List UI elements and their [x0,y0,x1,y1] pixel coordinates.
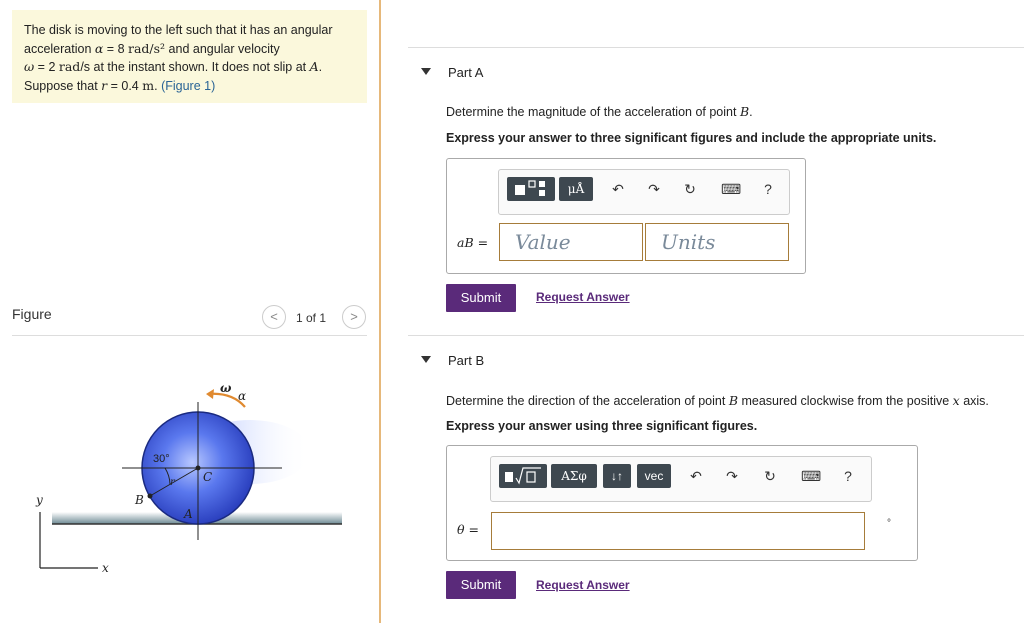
part-a-request-answer-link[interactable]: Request Answer [536,290,630,304]
value-placeholder: Value [515,230,571,254]
text: Suppose that [24,78,102,93]
x-axis-symbol: x [952,393,960,408]
y-axis-label: y [36,493,43,507]
b-label: B [135,493,144,507]
redo-icon[interactable]: ↷ [648,181,660,197]
part-b-request-answer-link[interactable]: Request Answer [536,578,630,592]
point-a-symbol: A [309,59,319,74]
reset-icon[interactable]: ↻ [764,468,776,484]
part-b-variable-label: θ = [457,522,479,537]
x-axis-label: x [102,561,109,575]
figure-link[interactable]: (Figure 1) [161,78,216,93]
part-a-answer-box [446,158,806,274]
reset-icon[interactable]: ↻ [684,181,696,197]
figure-prev-button[interactable]: < [262,305,286,329]
text: acceleration [24,41,95,56]
undo-icon[interactable]: ↶ [612,181,624,197]
text: . [749,105,753,119]
a-label: A [184,507,193,521]
part-a-variable-label: aB = [457,235,489,250]
point-c-dot [196,466,201,471]
collapse-triangle-icon[interactable] [421,68,431,75]
problem-line-4 [24,77,355,96]
part-a-instruction: Express your answer to three significant figures and include the appropriate units. [446,131,937,145]
part-b-header[interactable] [408,335,1024,387]
help-icon[interactable]: ? [764,181,772,197]
r-label: r [170,477,175,488]
text: . [318,60,323,74]
point-b-dot [148,494,153,499]
template-button[interactable] [507,177,555,201]
point-b-symbol: B [728,393,738,408]
c-label: C [203,470,213,484]
degree-unit: ° [887,518,891,529]
template-icon [499,464,547,488]
part-b-question [446,393,989,408]
left-panel [0,0,380,623]
problem-line-3 [24,58,355,77]
part-b-toolbar [490,456,872,502]
figure-next-button[interactable]: > [342,305,366,329]
text: = 8 [103,41,128,56]
omega-unit: rad [58,59,81,74]
r-unit: m [142,77,155,93]
greek-symbols-button[interactable]: ΑΣφ [551,464,597,488]
omega-symbol: ω [24,59,35,74]
figure-title: Figure [12,306,52,322]
collapse-triangle-icon[interactable] [421,356,431,363]
template-button[interactable] [499,464,547,488]
problem-line-2 [24,40,355,59]
redo-icon[interactable]: ↷ [726,468,738,484]
text: axis. [959,394,989,408]
problem-statement [12,10,367,103]
help-icon[interactable]: ? [844,468,852,484]
figure-header [12,302,367,336]
text: = 0.4 [107,78,143,93]
vec-button[interactable]: vec [637,464,671,488]
disk-figure [20,372,360,582]
text: measured clockwise from the positive [738,394,953,408]
undo-icon[interactable]: ↶ [690,468,702,484]
template-icon [507,177,555,201]
text: . [154,78,162,93]
omega-label: ω [220,381,232,395]
figure-count: 1 of 1 [296,311,327,325]
point-b-symbol: B [739,104,750,119]
value-input[interactable] [499,223,643,261]
part-a-question [446,104,753,119]
angle-label: 30° [153,453,170,465]
part-b-instruction: Express your answer using three significant figures. [446,419,758,433]
text: and angular velocity [165,41,280,56]
part-b-submit-button[interactable]: Submit [446,571,516,599]
part-a-title: Part A [448,65,484,80]
panel-divider [379,0,381,623]
part-b-answer-box [446,445,918,561]
keyboard-icon[interactable]: ⌨ [801,468,822,484]
part-a-toolbar [498,169,790,215]
r-symbol: r [101,77,108,93]
sub-sup-button[interactable]: ↓↑ [603,464,631,488]
alpha-symbol: α [94,40,104,56]
part-a-submit-button[interactable]: Submit [446,284,516,312]
text: Determine the magnitude of the acceleration of point [446,105,740,119]
keyboard-icon[interactable]: ⌨ [721,181,742,197]
part-b-title: Part B [448,353,485,368]
angle-input[interactable] [491,512,865,550]
problem-line-1: The disk is moving to the left such that it has an angular [24,23,333,37]
alpha-unit: rad/s² [128,40,166,56]
part-a-header[interactable] [408,47,1024,99]
text: = 2 [34,60,59,74]
text: Determine the direction of the acceleration of point [446,394,729,408]
alpha-label: α [238,389,247,403]
rotation-arrowhead [206,389,214,399]
units-input[interactable] [645,223,789,261]
units-button[interactable]: μÅ [559,177,593,201]
right-panel [408,0,1024,623]
text: /s at the instant shown. It does not slip at [80,60,310,74]
units-placeholder: Units [661,230,716,254]
